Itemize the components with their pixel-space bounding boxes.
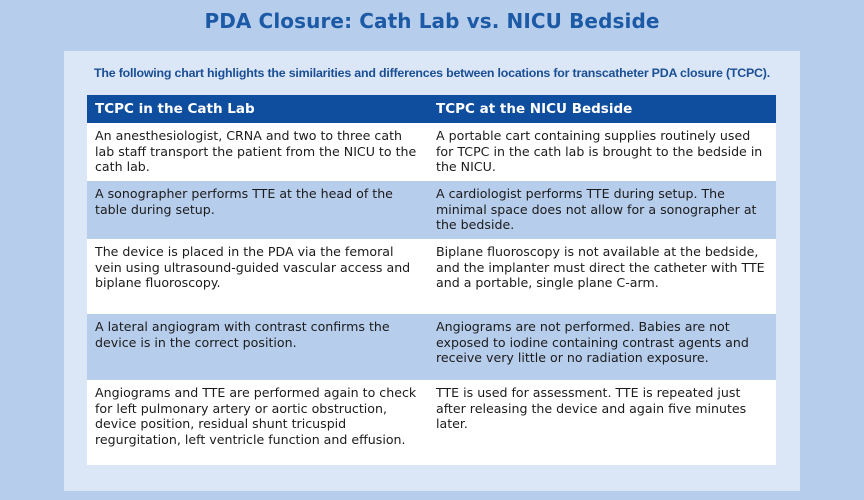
table-row [87, 314, 776, 380]
header-cath-lab: TCPC in the Cath Lab [95, 101, 255, 117]
cell-cath-lab: An anesthesiologist, CRNA and two to three cath lab staff transport the patient from the NICU to the cath lab. [95, 128, 417, 175]
table-row [87, 380, 776, 465]
cell-nicu: Angiograms are not performed. Babies are not exposed to iodine containing contrast agents and receive very little or no radiation exposure. [436, 319, 749, 366]
table-row [87, 123, 776, 181]
cell-cath-lab: A lateral angiogram with contrast confirms the device is in the correct position. [95, 319, 390, 350]
cell-cath-lab: The device is placed in the PDA via the femoral vein using ultrasound-guided vascular access and biplane fluoroscopy. [95, 244, 411, 291]
header-nicu-bedside: TCPC at the NICU Bedside [436, 101, 633, 117]
page-title: PDA Closure: Cath Lab vs. NICU Bedside [204, 9, 660, 33]
table-header-row [87, 95, 776, 123]
chart-panel [64, 51, 800, 491]
comparison-table [87, 95, 776, 465]
cell-cath-lab: Angiograms and TTE are performed again to check for left pulmonary artery or aortic obstruction, device position, residual shunt tricuspid regurgitation, left ventricle function and effusion. [95, 385, 417, 447]
cell-nicu: TTE is used for assessment. TTE is repeated just after releasing the device and again five minutes later. [436, 385, 747, 432]
table-row [87, 181, 776, 239]
cell-nicu: Biplane fluoroscopy is not available at the bedside, and the implanter must direct the catheter with TTE and a portable, single plane C-arm. [436, 244, 765, 291]
chart-subtitle: The following chart highlights the similarities and differences between locations for transcatheter PDA closure (TCPC). [94, 66, 770, 80]
cell-nicu: A portable cart containing supplies routinely used for TCPC in the cath lab is brought to the bedside in the NICU. [436, 128, 763, 175]
cell-nicu: A cardiologist performs TTE during setup. The minimal space does not allow for a sonographer at the bedside. [436, 186, 757, 233]
cell-cath-lab: A sonographer performs TTE at the head of the table during setup. [95, 186, 393, 217]
table-row [87, 239, 776, 314]
